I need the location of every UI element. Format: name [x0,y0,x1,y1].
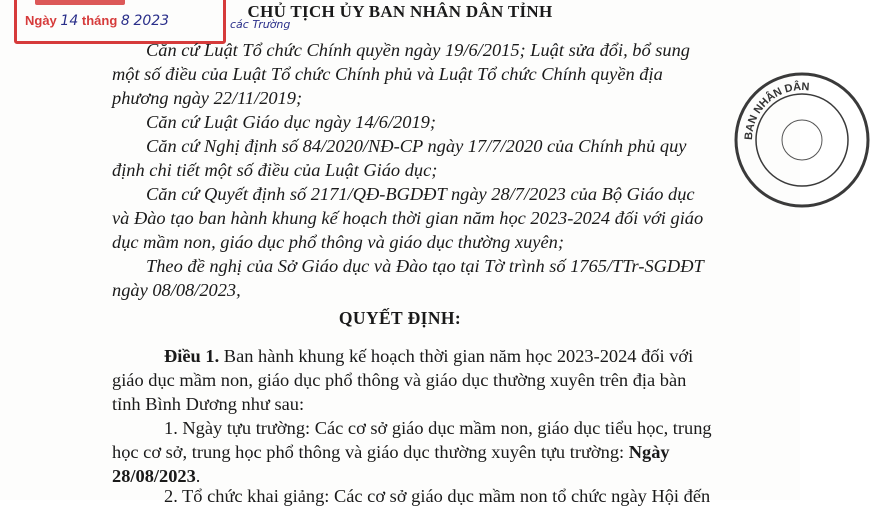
stamp-day: 14 [60,13,79,29]
seal-text: BAN NHÂN DÂN [742,80,810,141]
official-seal-icon [722,60,882,220]
legal-basis-2: Căn cứ Luật Giáo dục ngày 14/6/2019; [146,112,436,132]
legal-basis-5: Theo đề nghị của Sở Giáo dục và Đào tạo tại Tờ trình số 1765/TTr-SGDĐT ngày 08/08/2023, [112,256,704,300]
stamp-month: 8 [120,13,130,29]
legal-basis-4: Căn cứ Quyết định số 2171/QĐ-BGDĐT ngày 28/7/2023 của Bộ Giáo dục và Đào tạo ban hành khung kế hoạch thời gian năm học 2023-2024 đối với giáo dục mầm non, giáo dục phổ thông và giáo dục thường xuyên; [112,184,704,252]
legal-basis-1: Căn cứ Luật Tổ chức Chính quyền ngày 19/6/2015; Luật sửa đổi, bổ sung một số điều của Luật Tổ chức Chính phủ và Luật Tổ chức Chính quyền địa phương ngày 22/11/2019; [112,40,690,108]
article-1-label: Điều 1. [164,346,220,366]
article-1-text: Ban hành khung kế hoạch thời gian năm học 2023-2024 đối với giáo dục mầm non, giáo dục phổ thông và giáo dục thường xuyên trên địa bàn tỉnh Bình Dương như sau: [112,346,694,414]
article-1 [112,344,712,416]
svg-text:BAN NHÂN DÂN [743,80,810,140]
legal-basis-3: Căn cứ Nghị định số 84/2020/NĐ-CP ngày 17/7/2020 của Chính phủ quy định chi tiết một số điều của Luật Giáo dục; [112,136,687,180]
document-heading: CHỦ TỊCH ỦY BAN NHÂN DÂN TỈNH [247,2,553,21]
decision-title: QUYẾT ĐỊNH: [338,308,462,328]
stamp-date-label: Ngày [25,13,57,28]
item-1-end: . [195,466,201,486]
item-1-date: Ngày 28/08/2023 [112,442,670,486]
handwritten-note: các Trường [230,18,291,31]
stamp-year: 2023 [133,13,170,29]
item-2: 2. Tổ chức khai giảng: Các cơ sở giáo dục mầm non tổ chức ngày Hội đến [164,486,711,506]
stamp-month-label: tháng [81,13,118,28]
item-1-text: 1. Ngày tựu trường: Các cơ sở giáo dục mầm non, giáo dục tiểu học, trung học cơ sở, trung học phổ thông và giáo dục thường xuyên tựu trường: [112,418,712,462]
item-1 [112,416,712,488]
